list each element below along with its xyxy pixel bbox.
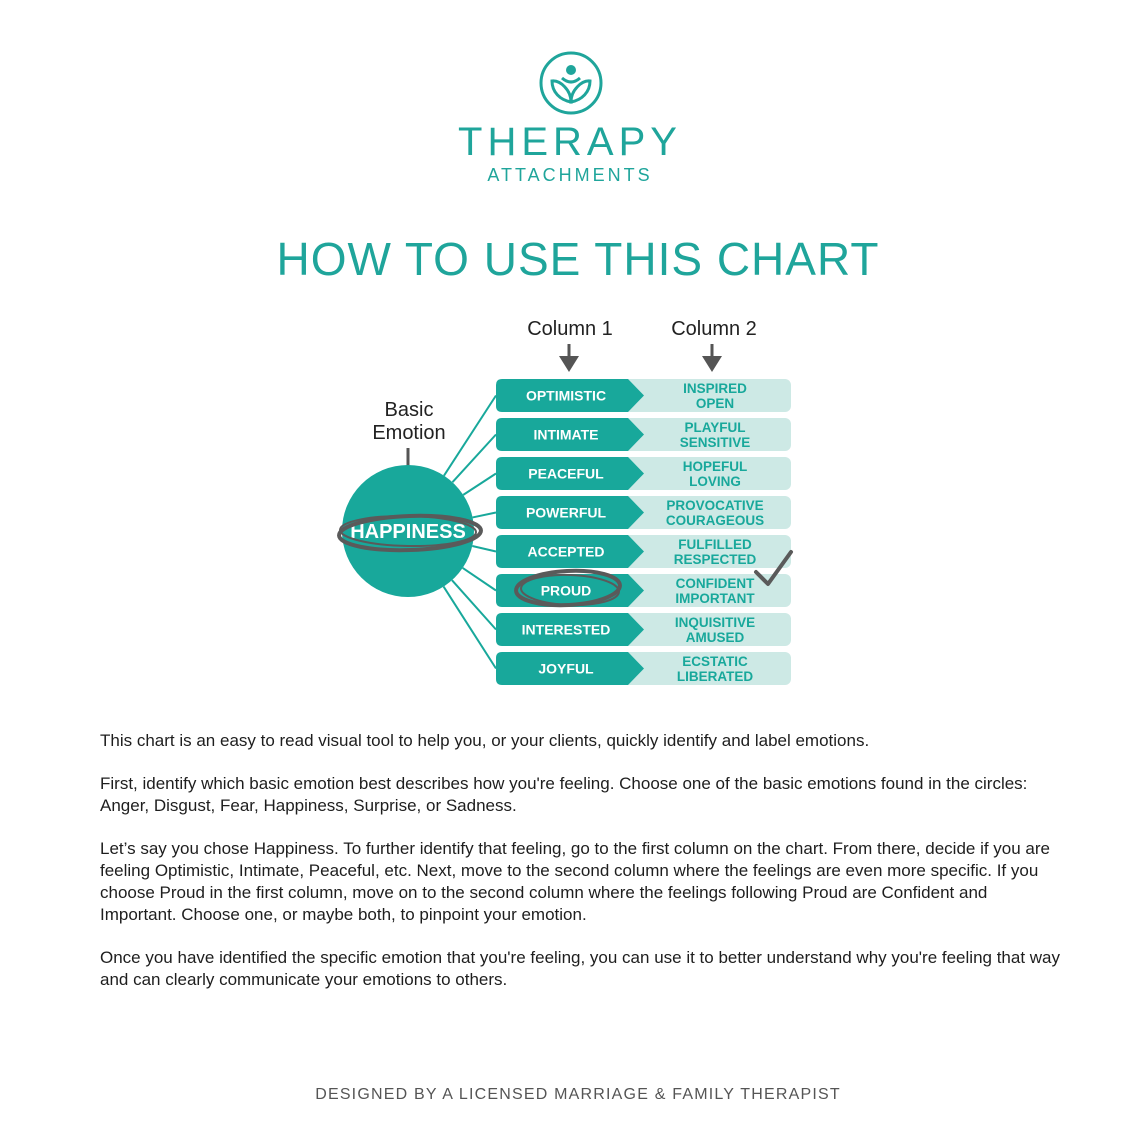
column-2-emotion: SENSITIVE: [679, 435, 751, 450]
column-2-arrow: [702, 344, 722, 372]
column-1-label: Column 1: [527, 318, 613, 340]
basic-emotion-label-line2: Emotion: [372, 422, 446, 444]
connector-line: [463, 474, 496, 495]
brand-name: THERAPY: [458, 120, 682, 164]
footer-credit: DESIGNED BY A LICENSED MARRIAGE & FAMILY THERAPIST: [315, 1086, 841, 1103]
column-2-emotion: PROVOCATIVE: [666, 498, 764, 513]
basic-emotion-label-line1: Basic: [384, 399, 434, 421]
emotion-row: [496, 613, 791, 646]
column-2-emotion: OPEN: [695, 396, 735, 411]
column-2-emotion: RESPECTED: [673, 552, 757, 567]
column-2-emotion: COURAGEOUS: [665, 513, 765, 528]
column-1-emotion: OPTIMISTIC: [525, 387, 607, 404]
column-2-emotion: FULFILLED: [678, 537, 752, 552]
emotion-rows: [496, 379, 791, 685]
emotion-row: [496, 418, 791, 451]
connector-line: [472, 546, 496, 552]
page-title: HOW TO USE THIS CHART: [276, 233, 880, 285]
column-2-emotion: LIBERATED: [676, 669, 754, 684]
connector-line: [452, 435, 496, 483]
emotion-row: [496, 457, 791, 490]
column-2-emotion: ECSTATIC: [682, 654, 748, 669]
column-1-emotion: JOYFUL: [538, 660, 594, 677]
column-1-emotion: PEACEFUL: [528, 465, 604, 482]
instructions-text: [100, 730, 1060, 1012]
column-1-emotion: PROUD: [540, 582, 592, 599]
brand-subtitle: ATTACHMENTS: [487, 165, 653, 185]
column-1-emotion: ACCEPTED: [527, 543, 605, 560]
column-1-emotion: INTERESTED: [521, 621, 611, 638]
connector-line: [452, 580, 496, 629]
column-1-emotion: INTIMATE: [533, 426, 599, 443]
paragraph-step-2: Let’s say you chose Happiness. To further identify that feeling, go to the first column on the chart. From there, decide if you are feeling Optimistic, Intimate, Peaceful, etc. Next, move to the second column where the feelings are even more specific. If you choose Proud in the first column, move on to the second column where the feelings following Proud are Confident and Important. Choose one, or maybe both, to pinpoint your emotion.: [100, 839, 1050, 924]
connector-line: [463, 568, 496, 591]
column-1-emotion: POWERFUL: [525, 504, 607, 521]
emotion-row: [496, 535, 791, 568]
column-2-emotion: HOPEFUL: [682, 459, 748, 474]
column-2-emotion: INQUISITIVE: [674, 615, 756, 630]
column-2-emotion: AMUSED: [685, 630, 745, 645]
column-2-emotion: CONFIDENT: [675, 576, 755, 591]
column-2-emotion: LOVING: [689, 474, 741, 489]
column-2-emotion: INSPIRED: [683, 381, 747, 396]
column-2-emotion: IMPORTANT: [675, 591, 755, 606]
paragraph-step-3: Once you have identified the specific emotion that you're feeling, you can use it to better understand why you're feeling that way and can clearly communicate your emotions to others.: [100, 948, 1061, 989]
paragraph-step-1: First, identify which basic emotion best describes how you're feeling. Choose one of the basic emotions found in the circles: Anger, Disgust, Fear, Happiness, Surprise, or Sadness.: [100, 774, 1028, 815]
column-2-label: Column 2: [671, 318, 757, 340]
paragraph-intro: This chart is an easy to read visual tool to help you, or your clients, quickly identify and label emotions.: [100, 731, 870, 750]
column-2-emotion: PLAYFUL: [684, 420, 746, 435]
column-1-arrow: [559, 344, 579, 372]
emotion-row: [496, 496, 791, 529]
basic-emotion-text: HAPPINESS: [350, 521, 466, 543]
connector-line: [473, 513, 496, 518]
emotion-row: [496, 379, 791, 412]
emotion-row: [496, 652, 791, 685]
